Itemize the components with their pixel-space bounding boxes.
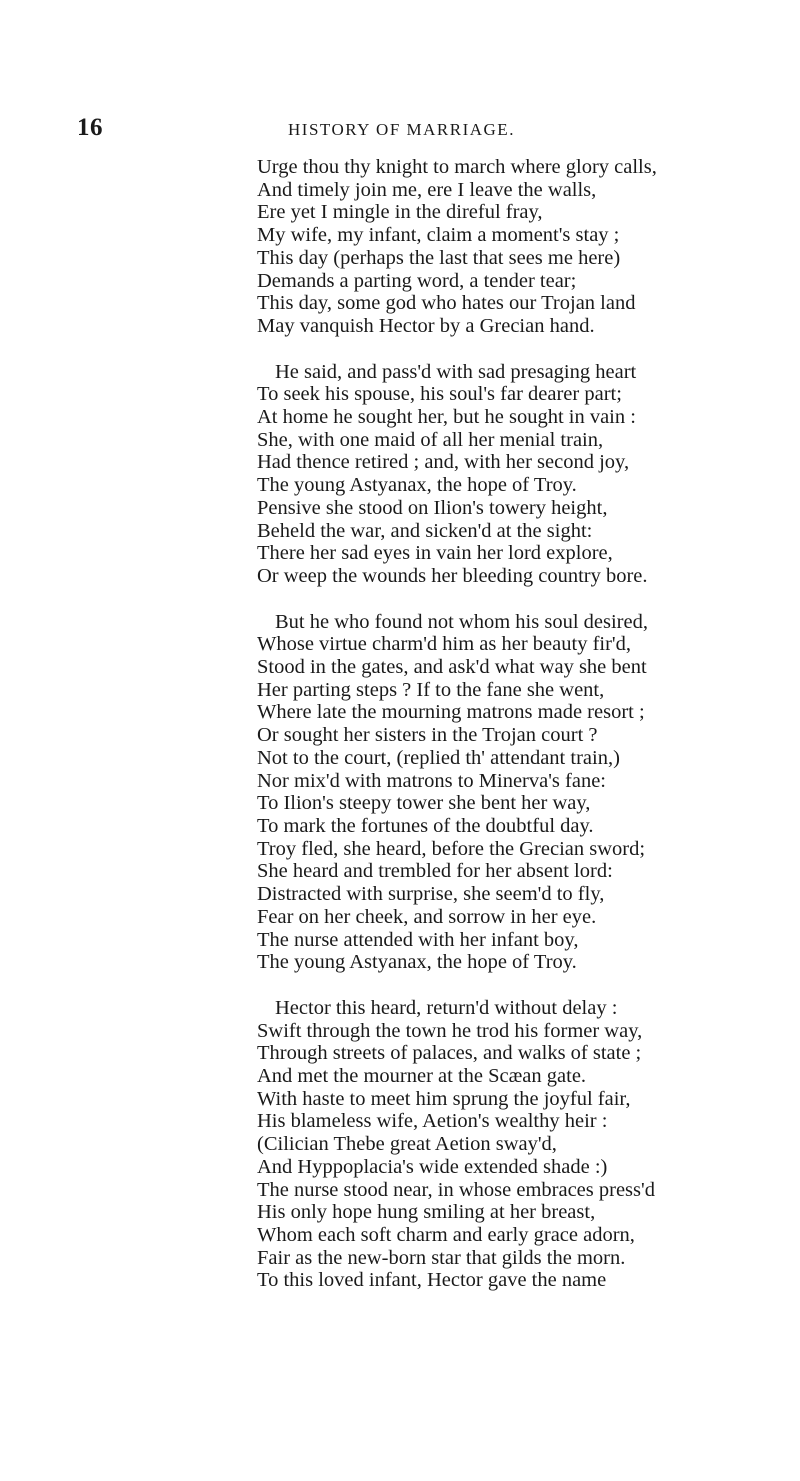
verse-line: Not to the court, (replied th' attendant train,) [257, 746, 620, 769]
running-head: HISTORY OF MARRIAGE. [288, 120, 515, 139]
verse-line: Whom each soft charm and early grace adorn, [257, 1223, 635, 1246]
verse-line: The young Astyanax, the hope of Troy. [257, 474, 577, 497]
verse-line: To Ilion's steepy tower she bent her way, [257, 792, 591, 815]
verse-line: Swift through the town he trod his former way, [257, 1019, 643, 1042]
verse-line: But he who found not whom his soul desired, [275, 610, 648, 633]
verse-line: She, with one maid of all her menial train, [257, 428, 604, 451]
verse-line: Stood in the gates, and ask'd what way she bent [257, 656, 647, 679]
verse-line: Demands a parting word, a tender tear; [257, 269, 577, 292]
verse-line: Ere yet I mingle in the direful fray, [257, 201, 543, 224]
verse-line: At home he sought her, but he sought in vain : [257, 406, 636, 429]
verse-line: She heard and trembled for her absent lord: [257, 860, 613, 883]
verse-line: Or sought her sisters in the Trojan court ? [257, 724, 598, 747]
verse-line: To seek his spouse, his soul's far dearer part; [257, 383, 622, 406]
verse-line: Hector this heard, return'd without delay : [275, 996, 618, 1019]
verse-line: The young Astyanax, the hope of Troy. [257, 951, 577, 974]
verse-line: There her sad eyes in vain her lord explore, [257, 542, 613, 565]
stanza [257, 997, 797, 1292]
poem-text [257, 156, 797, 1292]
stanza [257, 361, 797, 588]
verse-line: Whose virtue charm'd him as her beauty fir'd, [257, 633, 631, 656]
verse-line: To mark the fortunes of the doubtful day. [257, 814, 594, 837]
verse-line: Or weep the wounds her bleeding country bore. [257, 564, 648, 587]
verse-line: Distracted with surprise, she seem'd to fly, [257, 883, 605, 906]
verse-line: He said, and pass'd with sad presaging heart [275, 360, 637, 383]
verse-line: Fear on her cheek, and sorrow in her eye. [257, 905, 597, 928]
verse-line: Had thence retired ; and, with her second joy, [257, 451, 630, 474]
verse-line: Pensive she stood on Ilion's towery height, [257, 496, 608, 519]
verse-line: The nurse attended with her infant boy, [257, 928, 579, 951]
verse-line: (Cilician Thebe great Aetion sway'd, [257, 1133, 557, 1156]
verse-line: Beheld the war, and sicken'd at the sight: [257, 519, 593, 542]
verse-line: And timely join me, ere I leave the walls, [257, 178, 597, 201]
verse-line: Her parting steps ? If to the fane she went, [257, 678, 605, 701]
verse-line: Where late the mourning matrons made resort ; [257, 701, 645, 724]
verse-line: My wife, my infant, claim a moment's stay ; [257, 224, 620, 247]
verse-line: Urge thou thy knight to march where glory calls, [257, 156, 657, 178]
verse-line: This day (perhaps the last that sees me here) [257, 246, 621, 269]
verse-line: His blameless wife, Aetion's wealthy heir : [257, 1110, 608, 1133]
verse-line: Troy fled, she heard, before the Grecian sword; [257, 837, 646, 860]
verse-line: With haste to meet him sprung the joyful fair, [257, 1087, 631, 1110]
verse-line: And Hyppoplacia's wide extended shade :) [257, 1155, 608, 1178]
verse-line: And met the mourner at the Scæan gate. [257, 1065, 587, 1088]
verse-line: This day, some god who hates our Trojan land [257, 292, 636, 315]
verse-line: Through streets of palaces, and walks of state ; [257, 1042, 642, 1065]
verse-line: His only hope hung smiling at her breast, [257, 1201, 596, 1224]
verse-line: Fair as the new-born star that gilds the morn. [257, 1246, 626, 1269]
verse-line: Nor mix'd with matrons to Minerva's fane: [257, 769, 606, 792]
stanza [257, 156, 797, 338]
verse-line: To this loved infant, Hector gave the name [257, 1269, 607, 1292]
verse-line: The nurse stood near, in whose embraces press'd [257, 1178, 655, 1201]
verse-line: May vanquish Hector by a Grecian hand. [257, 314, 595, 337]
page-header [0, 114, 800, 142]
page-number: 16 [77, 114, 103, 141]
stanza [257, 611, 797, 974]
